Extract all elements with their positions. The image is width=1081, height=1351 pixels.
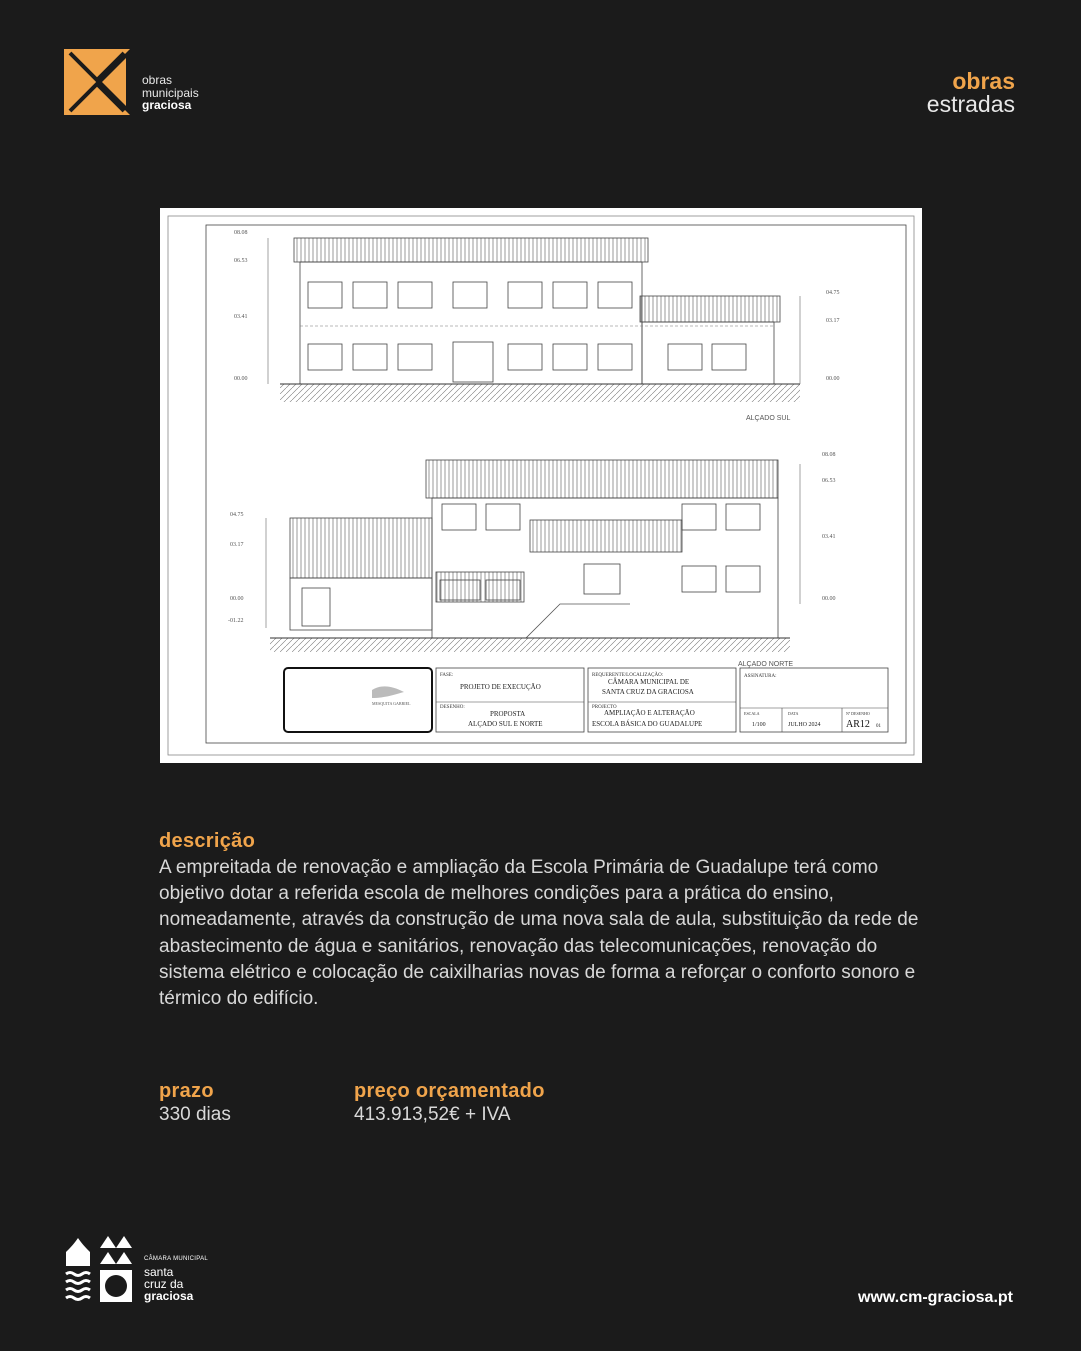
level-label: 04.75 <box>826 290 840 296</box>
assinatura-label: ASSINATURA: <box>744 674 777 679</box>
revision-value: 01 <box>876 724 881 729</box>
requerente-label: REQUERENTE/LOCALIZAÇÃO: <box>592 673 664 678</box>
level-label: 08.08 <box>822 452 836 458</box>
brand-text <box>142 74 199 112</box>
level-label: 04.75 <box>230 512 244 518</box>
prazo-heading: prazo <box>159 1080 214 1102</box>
level-label: 00.00 <box>822 596 836 602</box>
numero-value: AR12 <box>846 719 870 730</box>
requerente-value-2: SANTA CRUZ DA GRACIOSA <box>602 688 694 696</box>
preco-heading: preço orçamentado <box>354 1080 545 1102</box>
projecto-label: PROJECTO <box>592 705 617 710</box>
descricao-text: A empreitada de renovação e ampliação da Escola Primária de Guadalupe terá como objetivo dotar a referida escola de melhores condições para a prática do ensino, nomeadamente, através da construção de uma nova sala de aula, substituição da rede de abastecimento de água e sanitários, renovação das telecomunicações, renovação do sistema elétrico e colocação de caixilharias novas de forma a reforçar o conforto sonoro e térmico do edifício. <box>159 857 919 1010</box>
level-label: 03.41 <box>822 534 836 540</box>
level-label: 00.00 <box>234 376 248 382</box>
level-label: 03.17 <box>826 318 840 324</box>
level-label: 08.08 <box>234 230 248 236</box>
north-elevation <box>228 452 836 668</box>
fase-value: PROJETO DE EXECUÇÃO <box>460 683 541 691</box>
category-primary: obras <box>952 68 1015 94</box>
projecto-value-1: AMPLIAÇÃO E ALTERAÇÃO <box>604 709 695 717</box>
website-link[interactable]: www.cm-graciosa.pt <box>858 1289 1013 1306</box>
level-label: -01.22 <box>228 618 244 624</box>
level-label: 00.00 <box>230 596 244 602</box>
escala-value: 1/100 <box>752 722 766 728</box>
numero-label: Nº DESENHO <box>846 711 870 716</box>
brand-line-3: graciosa <box>142 98 192 112</box>
desenho-value-1: PROPOSTA <box>490 710 526 718</box>
fase-label: FASE: <box>440 673 454 678</box>
municipal-line-3: graciosa <box>144 1289 194 1303</box>
elevation-drawing <box>160 208 922 763</box>
title-block <box>284 668 888 732</box>
municipal-small-label: CÂMARA MUNICIPAL <box>144 1256 209 1262</box>
projecto-value-2: ESCOLA BÁSICA DO GUADALUPE <box>592 720 703 728</box>
escala-label: ESCALA <box>744 711 760 716</box>
municipal-logo <box>64 1234 134 1304</box>
municipal-line-2: cruz da <box>144 1277 184 1291</box>
prazo-value: 330 dias <box>159 1104 231 1125</box>
data-label: DATA <box>788 711 799 716</box>
municipal-name <box>144 1256 208 1302</box>
south-elevation <box>234 230 840 422</box>
south-elevation-label: ALÇADO SUL <box>746 415 791 422</box>
preco-value: 413.913,52€ + IVA <box>354 1104 511 1125</box>
brand-line-2: municipais <box>142 85 199 100</box>
level-label: 03.41 <box>234 314 248 320</box>
x-cross-logo-icon <box>64 49 130 115</box>
requerente-value-1: CÂMARA MUNICIPAL DE <box>608 678 690 686</box>
category-secondary: estradas <box>926 91 1015 117</box>
level-label: 00.00 <box>826 376 840 382</box>
descricao-heading: descrição <box>159 830 256 852</box>
desenho-value-2: ALÇADO SUL E NORTE <box>468 720 543 728</box>
level-label: 03.17 <box>230 542 244 548</box>
municipal-crest-icon <box>64 1234 134 1304</box>
data-value: JULHO 2024 <box>788 722 821 728</box>
municipal-line-1: santa <box>144 1265 174 1279</box>
north-elevation-label: ALÇADO NORTE <box>738 661 794 668</box>
firm-name: MESQUITA GABRIEL <box>372 701 411 706</box>
category-label <box>927 70 1015 116</box>
level-label: 06.53 <box>822 478 836 484</box>
desenho-label: DESENHO: <box>440 705 465 710</box>
level-label: 06.53 <box>234 258 248 264</box>
brand-line-1: obras <box>142 73 173 87</box>
